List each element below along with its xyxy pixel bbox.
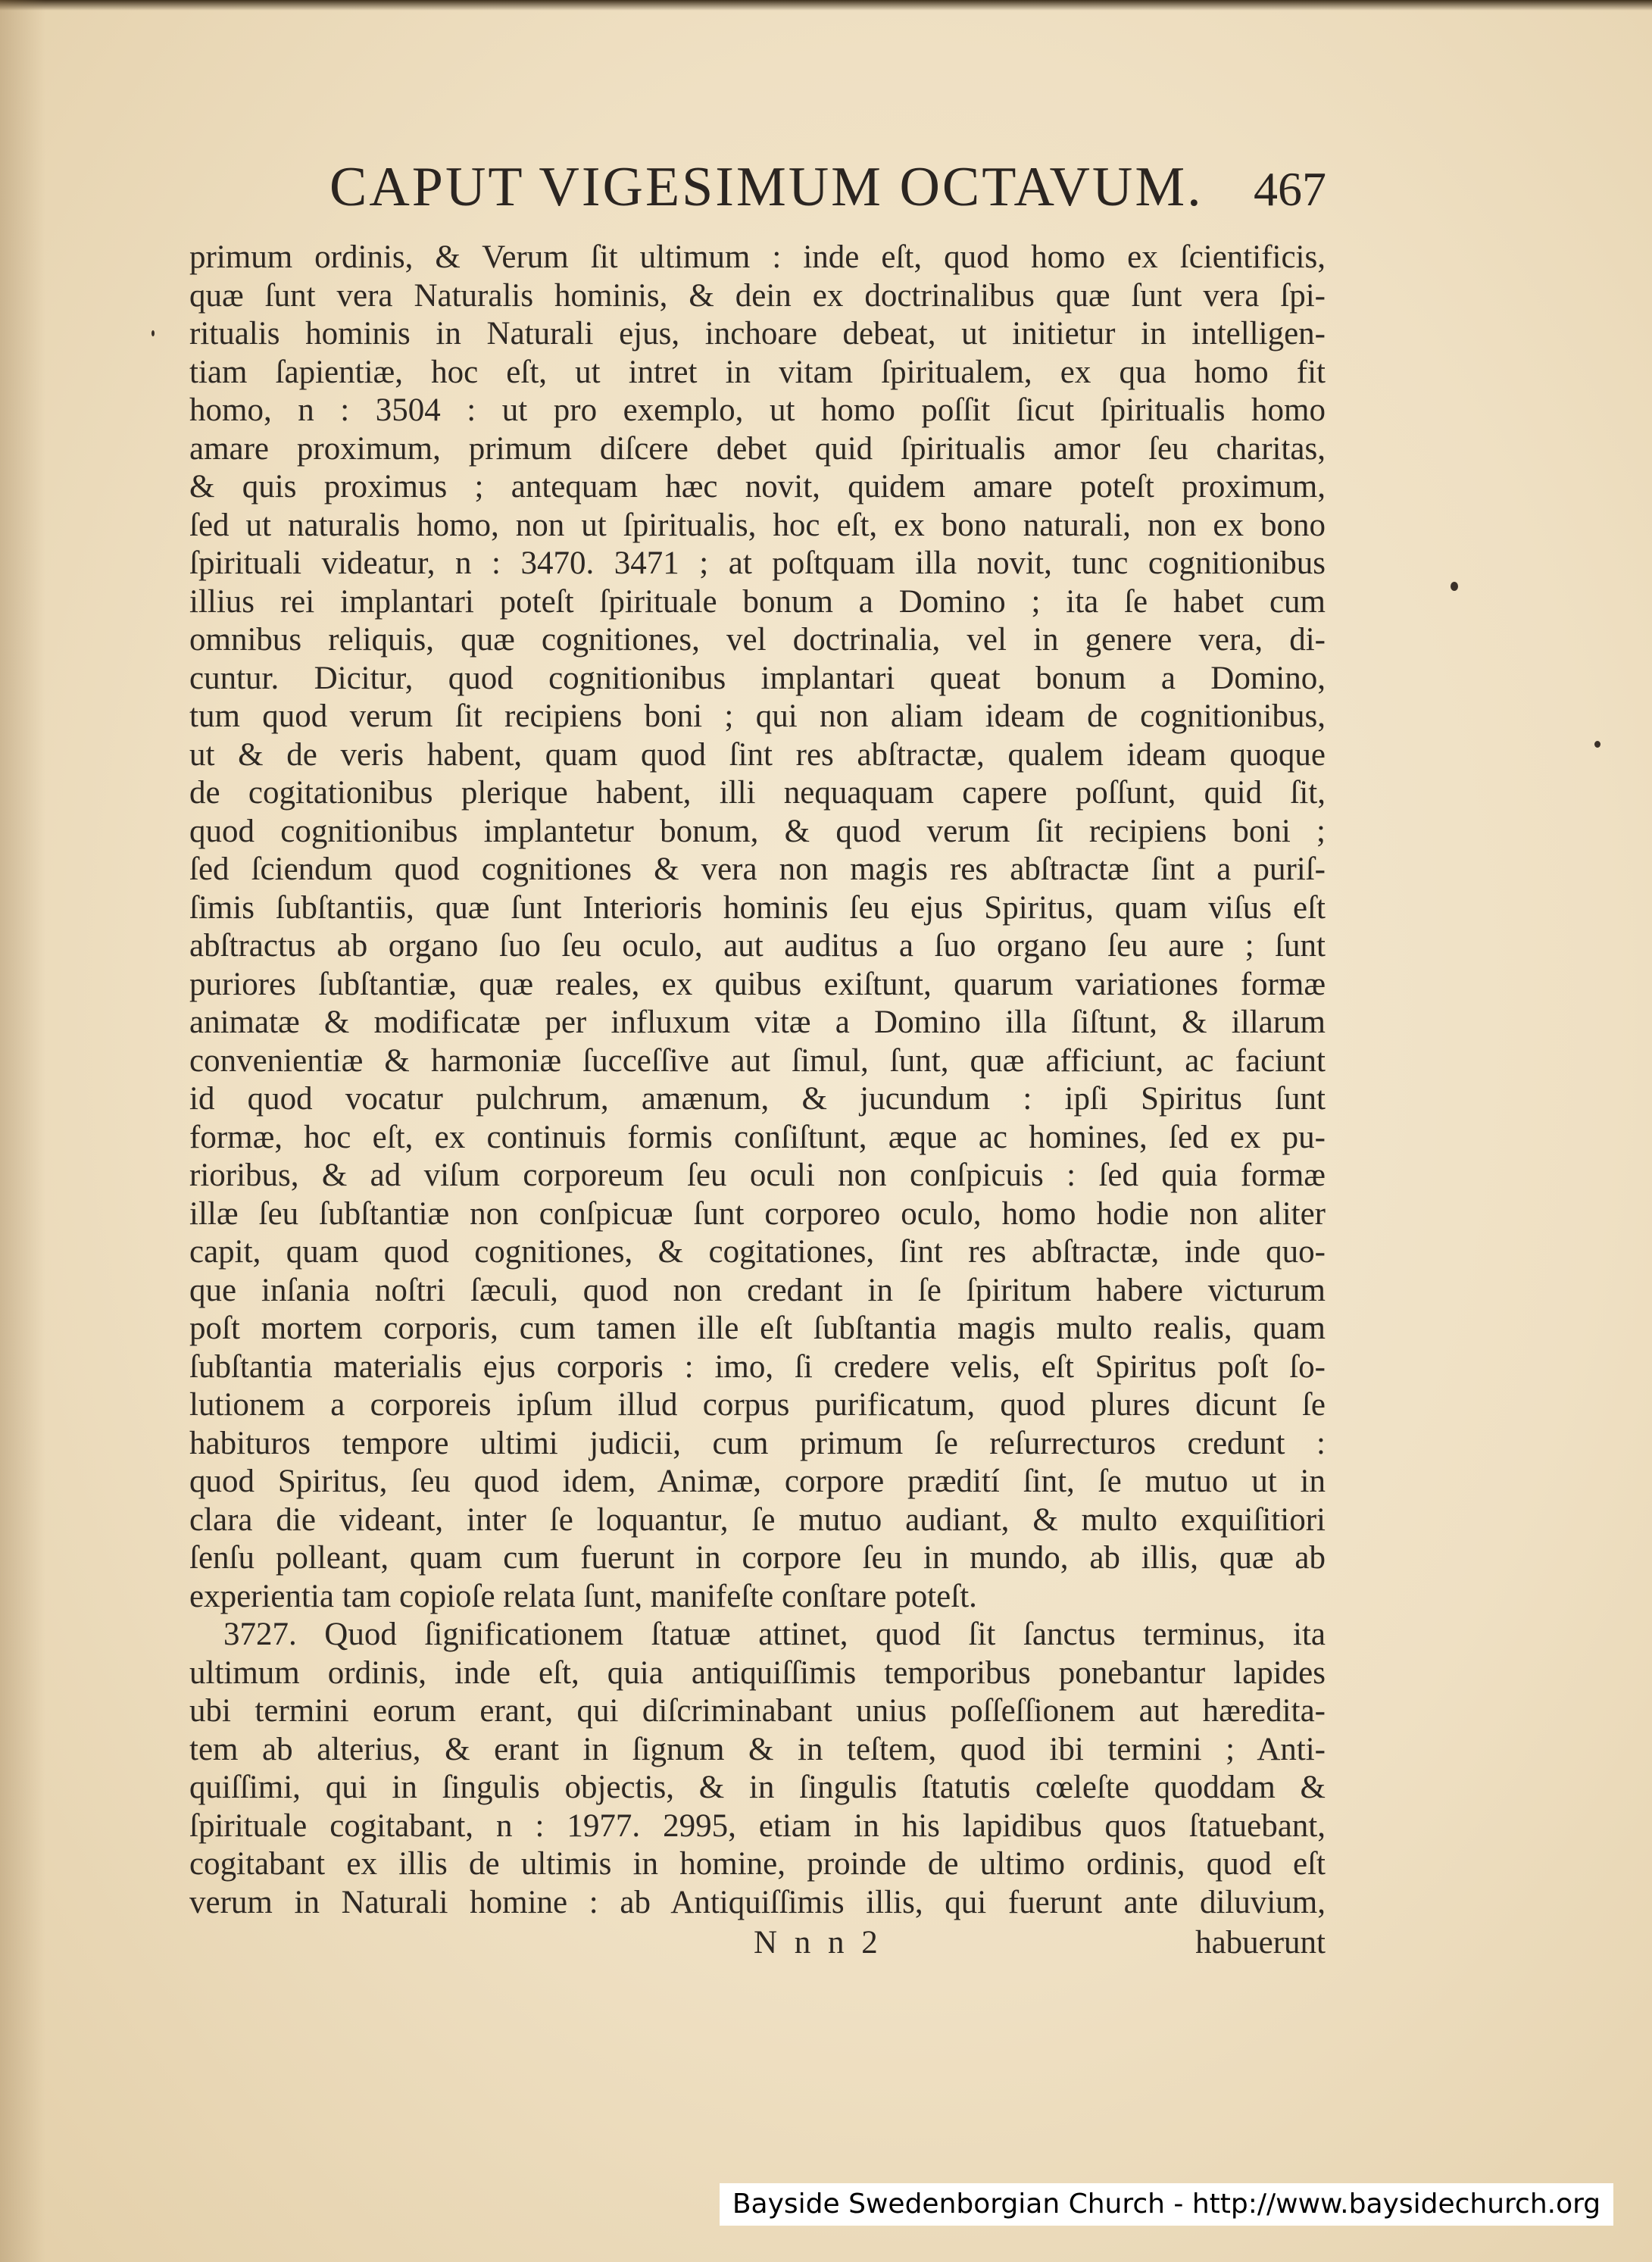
text-line: id quod vocatur pulchrum, amænum, & jucundum : ipſi Spiritus ſunt — [189, 1081, 1326, 1117]
paper-speck — [1594, 741, 1600, 748]
paper-speck — [1451, 582, 1458, 591]
body-text — [189, 239, 1326, 1922]
text-line: ſenſu polleant, quam cum fuerunt in corpore ſeu in mundo, ab illis, quæ ab — [189, 1540, 1326, 1576]
page-number: 467 — [1254, 162, 1326, 216]
text-line: capit, quam quod cognitiones, & cogitationes, ſint res abſtractæ, inde quo- — [189, 1234, 1326, 1270]
text-line: puriores ſubſtantiæ, quæ reales, ex quibus exiſtunt, quarum variationes formæ — [189, 966, 1326, 1002]
text-line: ſubſtantia materialis ejus corporis : imo, ſi credere velis, eſt Spiritus poſt ſo- — [189, 1348, 1326, 1385]
text-line: ſpirituali videatur, n : 3470. 3471 ; at poſtquam illa novit, tunc cognitionibus — [189, 545, 1326, 581]
text-line: quiſſimi, qui in ſingulis objectis, & in ſingulis ſtatutis cœleſte quoddam & — [189, 1770, 1326, 1805]
text-line: clara die videant, inter ſe loquantur, ſe mutuo audiant, & multo exquiſitiori — [189, 1501, 1326, 1538]
signature-mark: N n n 2 — [754, 1925, 882, 1961]
text-line: cogitabant ex illis de ultimis in homine, proinde de ultimo ordinis, quod eſt — [189, 1846, 1326, 1882]
text-line: animatæ & modificatæ per influxum vitæ a Domino illa ſiſtunt, & illarum — [189, 1004, 1326, 1040]
text-line: tem ab alterius, & erant in ſignum & in teſtem, quod ibi termini ; Anti- — [189, 1731, 1326, 1767]
text-line: ultimum ordinis, inde eſt, quia antiquiſſimis temporibus ponebantur lapides — [189, 1654, 1326, 1691]
text-line: ritualis hominis in Naturali ejus, inchoare debeat, ut initietur in intelligen- — [189, 316, 1326, 351]
text-line: lutionem a corporeis ipſum illud corpus purificatum, quod plures dicunt ſe — [189, 1387, 1326, 1423]
watermark-banner: Bayside Swedenborgian Church - http://www.baysidechurch.org — [720, 2183, 1613, 2226]
text-line: quod Spiritus, ſeu quod idem, Animæ, corpore prædití ſint, ſe mutuo ut in — [189, 1464, 1326, 1499]
text-line: ſpirituale cogitabant, n : 1977. 2995, etiam in his lapidibus quos ſtatuebant, — [189, 1807, 1326, 1844]
paragraph-start-line: 3727. Quod ſignificationem ſtatuæ attinet, quod ſit ſanctus terminus, ita — [223, 1617, 1326, 1652]
text-line: omnibus reliquis, quæ cognitiones, vel doctrinalia, vel in genere vera, di- — [189, 622, 1326, 658]
text-line: ubi termini eorum erant, qui diſcriminabant unius poſſeſſionem aut hæredita- — [189, 1693, 1326, 1729]
text-line: ut & de veris habent, quam quod ſint res abſtractæ, qualem ideam quoque — [189, 736, 1326, 773]
text-line: de cogitationibus plerique habent, illi nequaquam capere poſſunt, quid ſit, — [189, 775, 1326, 811]
text-line: homo, n : 3504 : ut pro exemplo, ut homo poſſit ſicut ſpiritualis homo — [189, 392, 1326, 428]
text-line: quæ ſunt vera Naturalis hominis, & dein ex doctrinalibus quæ ſunt vera ſpi- — [189, 277, 1326, 314]
text-line: ſed ut naturalis homo, non ut ſpiritualis, hoc eſt, ex bono naturali, non ex bono — [189, 507, 1326, 543]
paper-speck — [151, 330, 155, 336]
text-line: tum quod verum ſit recipiens boni ; qui non aliam ideam de cognitionibus, — [189, 698, 1326, 734]
text-line: quod cognitionibus implantetur bonum, & quod verum ſit recipiens boni ; — [189, 813, 1326, 849]
gutter-shadow — [0, 0, 45, 2262]
text-line: primum ordinis, & Verum ſit ultimum : inde eſt, quod homo ex ſcientificis, — [189, 239, 1326, 275]
text-line: & quis proximus ; antequam hæc novit, quidem amare poteſt proximum, — [189, 469, 1326, 505]
text-line: abſtractus ab organo ſuo ſeu oculo, aut auditus a ſuo organo ſeu aure ; ſunt — [189, 928, 1326, 964]
page-header — [189, 155, 1341, 239]
text-line: illæ ſeu ſubſtantiæ non conſpicuæ ſunt corporeo oculo, homo hodie non aliter — [189, 1195, 1326, 1232]
text-line: que inſania noſtri ſæculi, quod non credant in ſe ſpiritum habere victurum — [189, 1272, 1326, 1308]
text-line: convenientiæ & harmoniæ ſucceſſive aut ſimul, ſunt, quæ afficiunt, ac faciunt — [189, 1042, 1326, 1079]
text-line: formæ, hoc eſt, ex continuis formis conſiſtunt, æque ac homines, ſed ex pu- — [189, 1119, 1326, 1155]
text-line: amare proximum, primum diſcere debet quid ſpiritualis amor ſeu charitas, — [189, 430, 1326, 467]
text-line: ſimis ſubſtantiis, quæ ſunt Interioris hominis ſeu ejus Spiritus, quam viſus eſt — [189, 889, 1326, 926]
text-line: ſed ſciendum quod cognitiones & vera non magis res abſtractæ ſint a puriſ- — [189, 851, 1326, 887]
text-line: cuntur. Dicitur, quod cognitionibus implantari queat bonum a Domino, — [189, 660, 1326, 696]
text-line: rioribus, & ad viſum corporeum ſeu oculi non conſpicuis : ſed quia formæ — [189, 1158, 1326, 1193]
running-title: CAPUT VIGESIMUM OCTAVUM. — [329, 156, 1204, 218]
text-line: tiam ſapientiæ, hoc eſt, ut intret in vitam ſpiritualem, ex qua homo fit — [189, 354, 1326, 390]
catchword: habuerunt — [1195, 1925, 1326, 1961]
text-line: experientia tam copioſe relata ſunt, manifeſte conſtare poteſt. — [189, 1578, 977, 1614]
text-line: habituros tempore ultimi judicii, cum primum ſe reſurrecturos credunt : — [189, 1425, 1326, 1461]
text-line: poſt mortem corporis, cum tamen ille eſt ſubſtantia magis multo realis, quam — [189, 1311, 1326, 1346]
binding-shadow — [0, 0, 1652, 11]
page-footer — [189, 1924, 1326, 1970]
text-line: verum in Naturali homine : ab Antiquiſſimis illis, qui fuerunt ante diluvium, — [189, 1884, 1326, 1920]
text-line: illius rei implantari poteſt ſpirituale bonum a Domino ; ita ſe habet cum — [189, 583, 1326, 620]
